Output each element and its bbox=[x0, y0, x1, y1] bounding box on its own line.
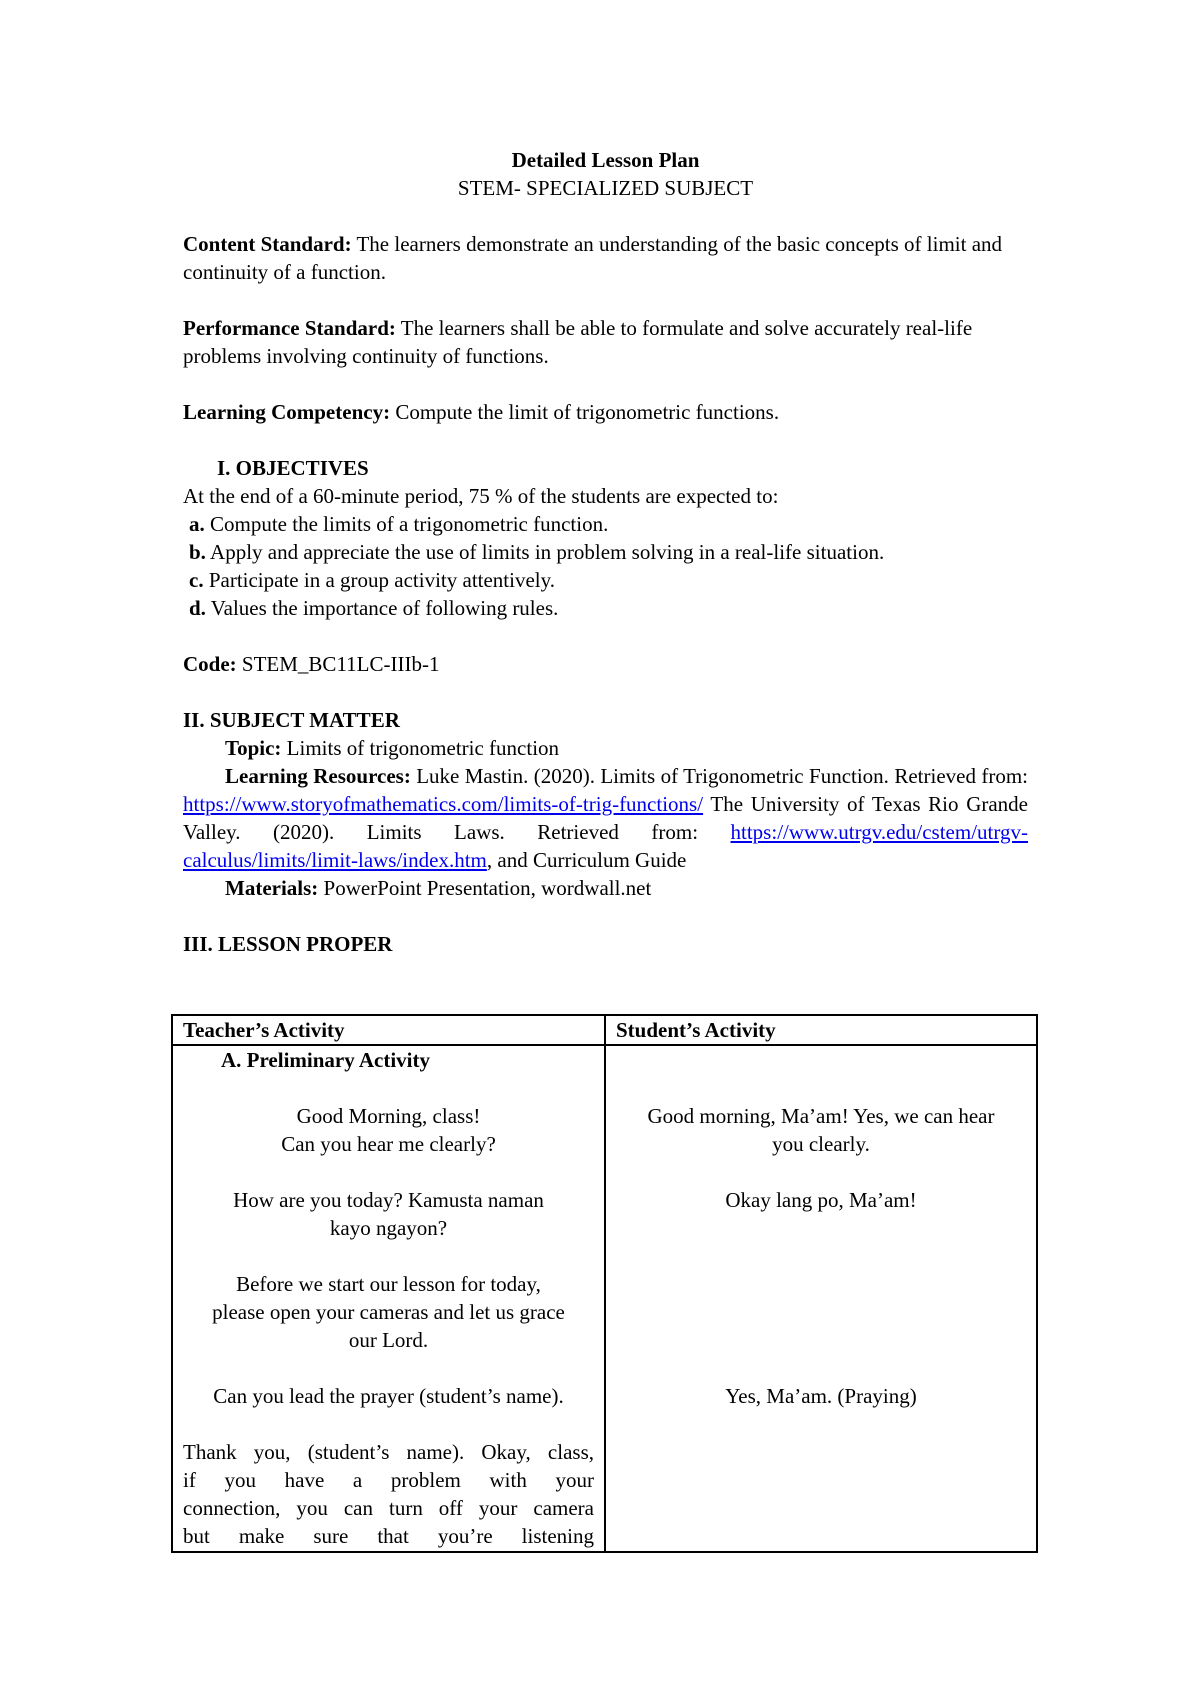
table-header-row bbox=[172, 1015, 1037, 1045]
learning-resources bbox=[183, 762, 1028, 874]
objective-text: Apply and appreciate the use of limits in problem solving in a real-life situation. bbox=[205, 540, 885, 564]
lesson-proper-heading: III. LESSON PROPER bbox=[183, 932, 393, 956]
topic-line bbox=[183, 734, 1028, 762]
teacher-instruction: please open your cameras and let us grace bbox=[212, 1300, 565, 1324]
student-reply: you clearly. bbox=[772, 1132, 870, 1156]
objective-item-b bbox=[183, 538, 1028, 566]
student-activity-cell bbox=[605, 1045, 1037, 1552]
materials-value: PowerPoint Presentation, wordwall.net bbox=[318, 876, 652, 900]
objective-item-a bbox=[183, 510, 1028, 538]
document-subtitle: STEM- SPECIALIZED SUBJECT bbox=[457, 176, 754, 200]
objective-letter: d. bbox=[189, 596, 206, 620]
objectives-intro: At the end of a 60-minute period, 75 % of the students are expected to: bbox=[183, 484, 779, 508]
teacher-thanks: Thank you, (student’s name). Okay, class, bbox=[183, 1440, 594, 1464]
content-standard-label: Content Standard: bbox=[183, 232, 352, 256]
student-reply: Okay lang po, Ma’am! bbox=[725, 1188, 917, 1212]
resource-link-storyofmathematics[interactable]: https://www.storyofmathematics.com/limits-of-trig-functions/ bbox=[183, 792, 704, 816]
objective-letter: c. bbox=[189, 568, 204, 592]
performance-standard bbox=[183, 314, 1028, 370]
objective-letter: a. bbox=[189, 512, 205, 536]
content-standard bbox=[183, 230, 1028, 286]
teacher-question: kayo ngayon? bbox=[329, 1216, 448, 1240]
learning-competency bbox=[183, 398, 1028, 426]
teacher-prayer-request: Can you lead the prayer (student’s name). bbox=[213, 1384, 564, 1408]
resource-link-utrgv[interactable]: https://www.utrgv.edu/cstem/utrgv-calculus/limits/limit-laws/index.htm bbox=[183, 820, 1028, 872]
teacher-greeting: Can you hear me clearly? bbox=[281, 1132, 496, 1156]
teacher-instruction: our Lord. bbox=[348, 1328, 429, 1352]
student-reply: Yes, Ma’am. (Praying) bbox=[725, 1384, 917, 1408]
code-label: Code: bbox=[183, 652, 237, 676]
preliminary-activity-heading: A. Preliminary Activity bbox=[221, 1048, 430, 1072]
materials-line bbox=[183, 874, 1028, 902]
lesson-activity-table bbox=[171, 1014, 1038, 1553]
objective-item-c bbox=[183, 566, 1028, 594]
teacher-activity-header: Teacher’s Activity bbox=[172, 1015, 605, 1045]
teacher-question: How are you today? Kamusta naman bbox=[233, 1188, 544, 1212]
teacher-activity-cell bbox=[172, 1045, 605, 1552]
student-activity-header: Student’s Activity bbox=[605, 1015, 1037, 1045]
objective-letter: b. bbox=[189, 540, 206, 564]
learning-competency-label: Learning Competency: bbox=[183, 400, 391, 424]
teacher-thanks: connection, you can turn off your camera bbox=[183, 1496, 594, 1520]
teacher-thanks: if you have a problem with your bbox=[183, 1468, 594, 1492]
code-line bbox=[183, 650, 1028, 678]
topic-label: Topic: bbox=[225, 736, 282, 760]
materials-label: Materials: bbox=[225, 876, 319, 900]
subject-matter-heading: II. SUBJECT MATTER bbox=[183, 708, 400, 732]
document-title: Detailed Lesson Plan bbox=[511, 148, 700, 172]
resources-text: Luke Mastin. (2020). Limits of Trigonometric Function. Retrieved from: bbox=[410, 764, 1028, 788]
teacher-instruction: Before we start our lesson for today, bbox=[236, 1272, 541, 1296]
teacher-thanks: but make sure that you’re listening bbox=[183, 1524, 594, 1548]
objective-text: Values the importance of following rules. bbox=[205, 596, 559, 620]
learning-competency-text: Compute the limit of trigonometric functions. bbox=[390, 400, 780, 424]
performance-standard-text: The learners shall be able to formulate and solve accurately real-life problems involving continuity of functions. bbox=[183, 316, 973, 368]
objective-text: Compute the limits of a trigonometric function. bbox=[204, 512, 609, 536]
objective-text: Participate in a group activity attentively. bbox=[203, 568, 556, 592]
objective-item-d bbox=[183, 594, 1028, 622]
resources-text: The University of Texas Rio Grande Valley. (2020). Limits Laws. Retrieved from: bbox=[183, 792, 1028, 844]
objectives-heading: I. OBJECTIVES bbox=[217, 456, 369, 480]
resources-label: Learning Resources: bbox=[225, 764, 411, 788]
topic-value: Limits of trigonometric function bbox=[281, 736, 560, 760]
resources-text: , and Curriculum Guide bbox=[486, 848, 687, 872]
code-value: STEM_BC11LC-IIIb-1 bbox=[236, 652, 440, 676]
content-standard-text: The learners demonstrate an understanding of the basic concepts of limit and continuity of a function. bbox=[183, 232, 1003, 284]
performance-standard-label: Performance Standard: bbox=[183, 316, 396, 340]
document-body bbox=[183, 146, 1028, 958]
table-row bbox=[172, 1045, 1037, 1552]
student-reply: Good morning, Ma’am! Yes, we can hear bbox=[647, 1104, 995, 1128]
teacher-greeting: Good Morning, class! bbox=[296, 1104, 481, 1128]
